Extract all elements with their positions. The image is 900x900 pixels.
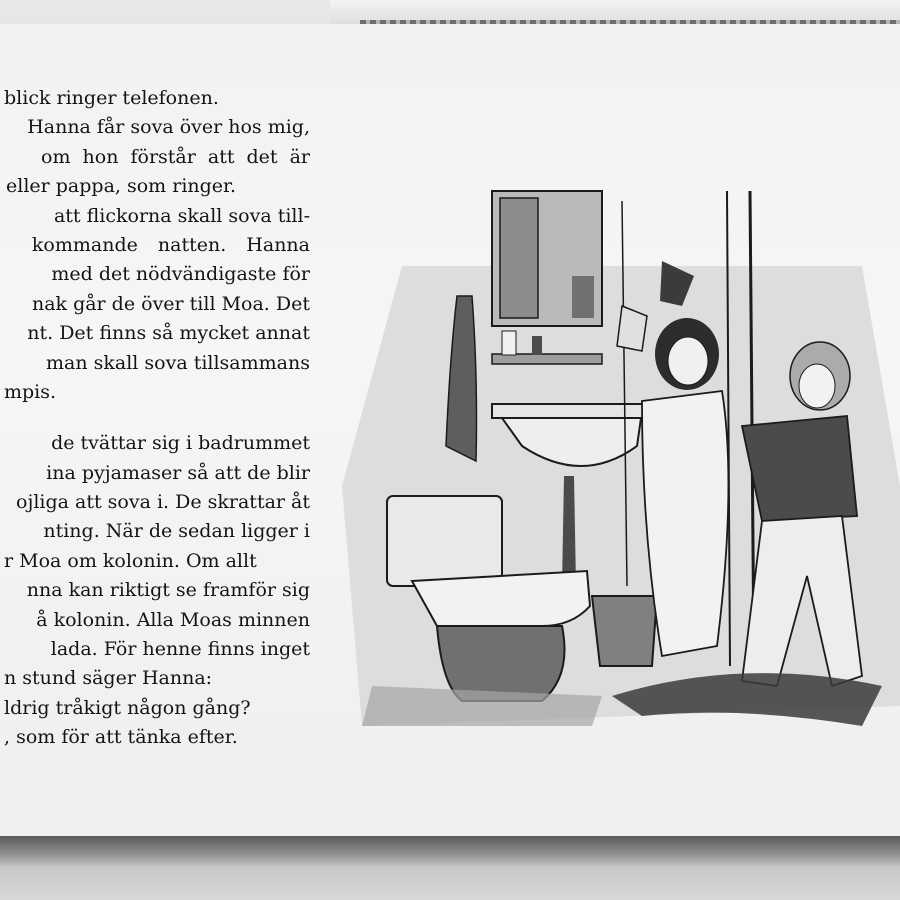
text-line: å kolonin. Alla Moas minnen (36, 608, 310, 631)
text-line: lada. För henne finns inget (50, 638, 310, 661)
text-line: kommande natten. Hanna (31, 233, 310, 256)
text-line: ina pyjamaser så att de blir (46, 461, 310, 484)
text-line: n stund säger Hanna: (4, 667, 213, 690)
page-shadow (0, 836, 900, 866)
text-line: eller pappa, som ringer. (6, 175, 237, 198)
text-line: med det nödvändigaste för (51, 263, 310, 286)
text-line: Hanna får sova över hos mig, (27, 116, 310, 139)
paragraph-2 (0, 429, 310, 752)
text-line: nt. Det finns så mycket annat (27, 322, 310, 345)
text-line: mpis. (4, 380, 57, 403)
table-surface (0, 866, 900, 900)
bucket (592, 596, 657, 666)
text-line: man skall sova tillsammans (46, 351, 310, 374)
text-line: ldrig tråkigt någon gång? (4, 696, 251, 719)
text-line: nak går de över till Moa. Det (31, 292, 310, 315)
text-line: att flickorna skall sova till- (53, 204, 310, 227)
bathroom-illustration (342, 186, 900, 746)
mirror-cabinet (492, 191, 602, 326)
text-line: r Moa om kolonin. Om allt (4, 549, 257, 572)
paragraph-1 (0, 84, 310, 407)
text-line: nting. När de sedan ligger i (43, 520, 310, 543)
text-line: ojliga att sova i. De skrattar åt (16, 491, 310, 514)
body-text (0, 84, 310, 753)
text-line: nna kan riktigt se framför sig (26, 579, 310, 602)
text-line: om hon förstår att det är (41, 145, 310, 168)
text-line: , som för att tänka efter. (4, 726, 238, 749)
illustration-drawing (342, 186, 900, 746)
text-line: de tvättar sig i badrummet (51, 432, 310, 455)
text-line: blick ringer telefonen. (4, 87, 219, 109)
